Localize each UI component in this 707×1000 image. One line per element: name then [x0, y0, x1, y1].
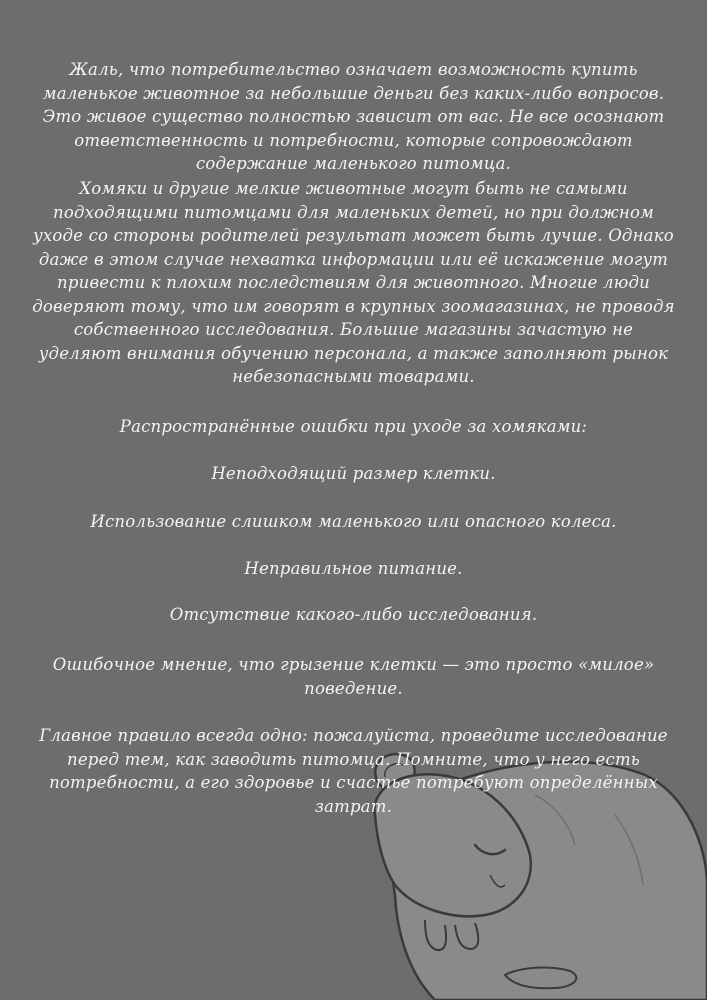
intro-paragraph: Жаль, что потребительство означает возможность купить маленькое животное за небольшие деньги без каких-либо вопросов. Это живое существо полностью зависит от вас. Не все осознают ответственность и потребности, которые сопровождают содержание маленького питомца.	[42, 60, 665, 173]
mistakes-heading: Распространённые ошибки при уходе за хомяками:	[119, 417, 588, 436]
mistake-item: Отсутствие какого-либо исследования.	[169, 605, 538, 624]
second-paragraph: Хомяки и другие мелкие животные могут быть не самыми подходящими питомцами для маленьких детей, но при должном уходе со стороны родителей результат может быть лучше. Однако даже в этом случае нехватка информации или её искажение могут привести к плохим последствиям для животного. Многие люди доверяют тому, что им говорят в крупных зоомагазинах, не проводя собственного исследования. Большие магазины зачастую не уделяют внимания обучению персонала, а также заполняют рынок небезопасными товарами.	[32, 179, 675, 386]
mistake-item: Использование слишком маленького или опасного колеса.	[90, 512, 617, 531]
mistake-item: Ошибочное мнение, что грызение клетки — это просто «милое» поведение.	[52, 655, 655, 698]
mistake-item: Неподходящий размер клетки.	[211, 464, 496, 483]
conclusion-paragraph: Главное правило всегда одно: пожалуйста, проведите исследование перед тем, как заводить питомца. Помните, что у него есть потребности, а его здоровье и счастье потребуют определённых затрат.	[39, 726, 668, 816]
mistake-item: Неправильное питание.	[244, 559, 463, 578]
